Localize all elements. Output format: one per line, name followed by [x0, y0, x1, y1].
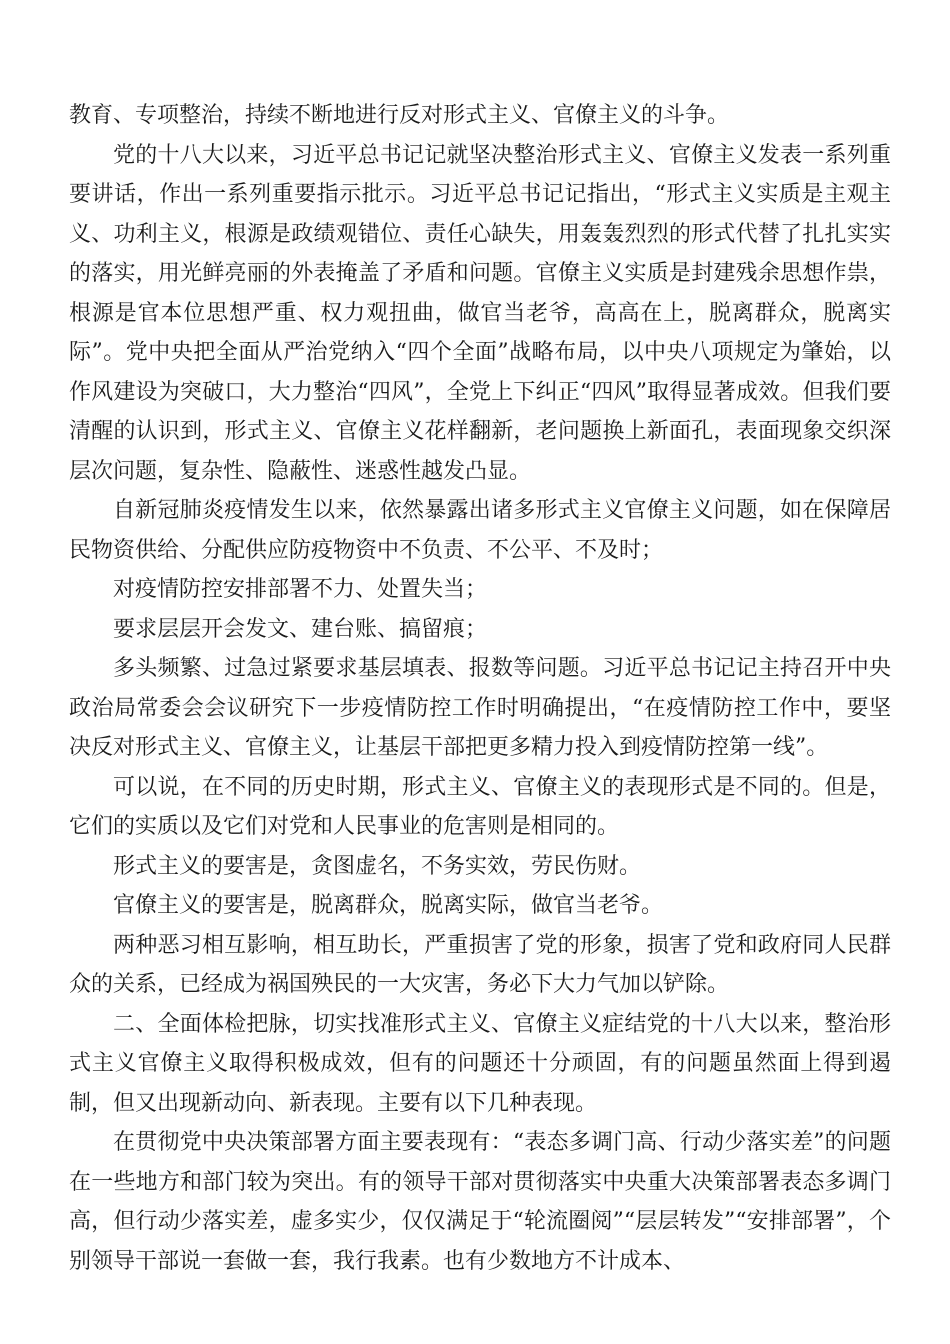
paragraph: 多头频繁、过急过紧要求基层填表、报数等问题。习近平总书记记主持召开中央政治局常委会会议研究下一步疫情防控工作时明确提出，“在疫情防控工作中，要坚决反对形式主义、官僚主义，让基层干部把更多精力投入到疫情防控第一线”。	[69, 656, 891, 760]
document-page	[69, 96, 891, 1281]
paragraph: 在贯彻党中央决策部署方面主要表现有：“表态多调门高、行动少落实差”的问题在一些地方和部门较为突出。有的领导干部对贯彻落实中央重大决策部署表态多调门高，但行动少落实差，虚多实少，仅仅满足于“轮流圈阅”“层层转发”“安排部署”，个别领导干部说一套做一套，我行我素。也有少数地方不计成本、	[69, 1130, 891, 1274]
paragraph: 对疫情防控安排部署不力、处置失当；	[113, 577, 488, 602]
paragraph: 两种恶习相互影响，相互助长，严重损害了党的形象，损害了党和政府同人民群众的关系，已经成为祸国殃民的一大灾害，务必下大力气加以铲除。	[69, 932, 891, 997]
paragraph: 可以说，在不同的历史时期，形式主义、官僚主义的表现形式是不同的。但是，它们的实质以及它们对党和人民事业的危害则是相同的。	[69, 774, 891, 839]
paragraph: 形式主义的要害是，贪图虚名，不务实效，劳民伤财。	[113, 853, 642, 879]
paragraph: 教育、专项整治，持续不断地进行反对形式主义、官僚主义的斗争。	[69, 103, 730, 128]
paragraph: 要求层层开会发文、建台账、搞留痕；	[113, 616, 488, 642]
paragraph: 自新冠肺炎疫情发生以来，依然暴露出诸多形式主义官僚主义问题，如在保障居民物资供给、分配供应防疫物资中不负责、不公平、不及时；	[69, 498, 891, 563]
paragraph: 官僚主义的要害是，脱离群众，脱离实际，做官当老爷。	[113, 893, 664, 918]
paragraph: 二、全面体检把脉，切实找准形式主义、官僚主义症结党的十八大以来，整治形式主义官僚主义取得积极成效，但有的问题还十分顽固，有的问题虽然面上得到遏制，但又出现新动向、新表现。主要有以下几种表现。	[69, 1011, 891, 1116]
paragraph: 党的十八大以来，习近平总书记记就坚决整治形式主义、官僚主义发表一系列重要讲话，作出一系列重要指示批示。习近平总书记记指出，“形式主义实质是主观主义、功利主义，根源是政绩观错位、责任心缺失，用轰轰烈烈的形式代替了扎扎实实的落实，用光鲜亮丽的外表掩盖了矛盾和问题。官僚主义实质是封建残余思想作祟，根源是官本位思想严重、权力观扭曲，做官当老爷，高高在上，脱离群众，脱离实际”。党中央把全面从严治党纳入“四个全面”战略布局，以中央八项规定为肇始，以作风建设为突破口，大力整治“四风”，全党上下纠正“四风”取得显著成效。但我们要清醒的认识到，形式主义、官僚主义花样翻新，老问题换上新面孔，表面现象交织深层次问题，复杂性、隐蔽性、迷惑性越发凸显。	[69, 142, 891, 484]
